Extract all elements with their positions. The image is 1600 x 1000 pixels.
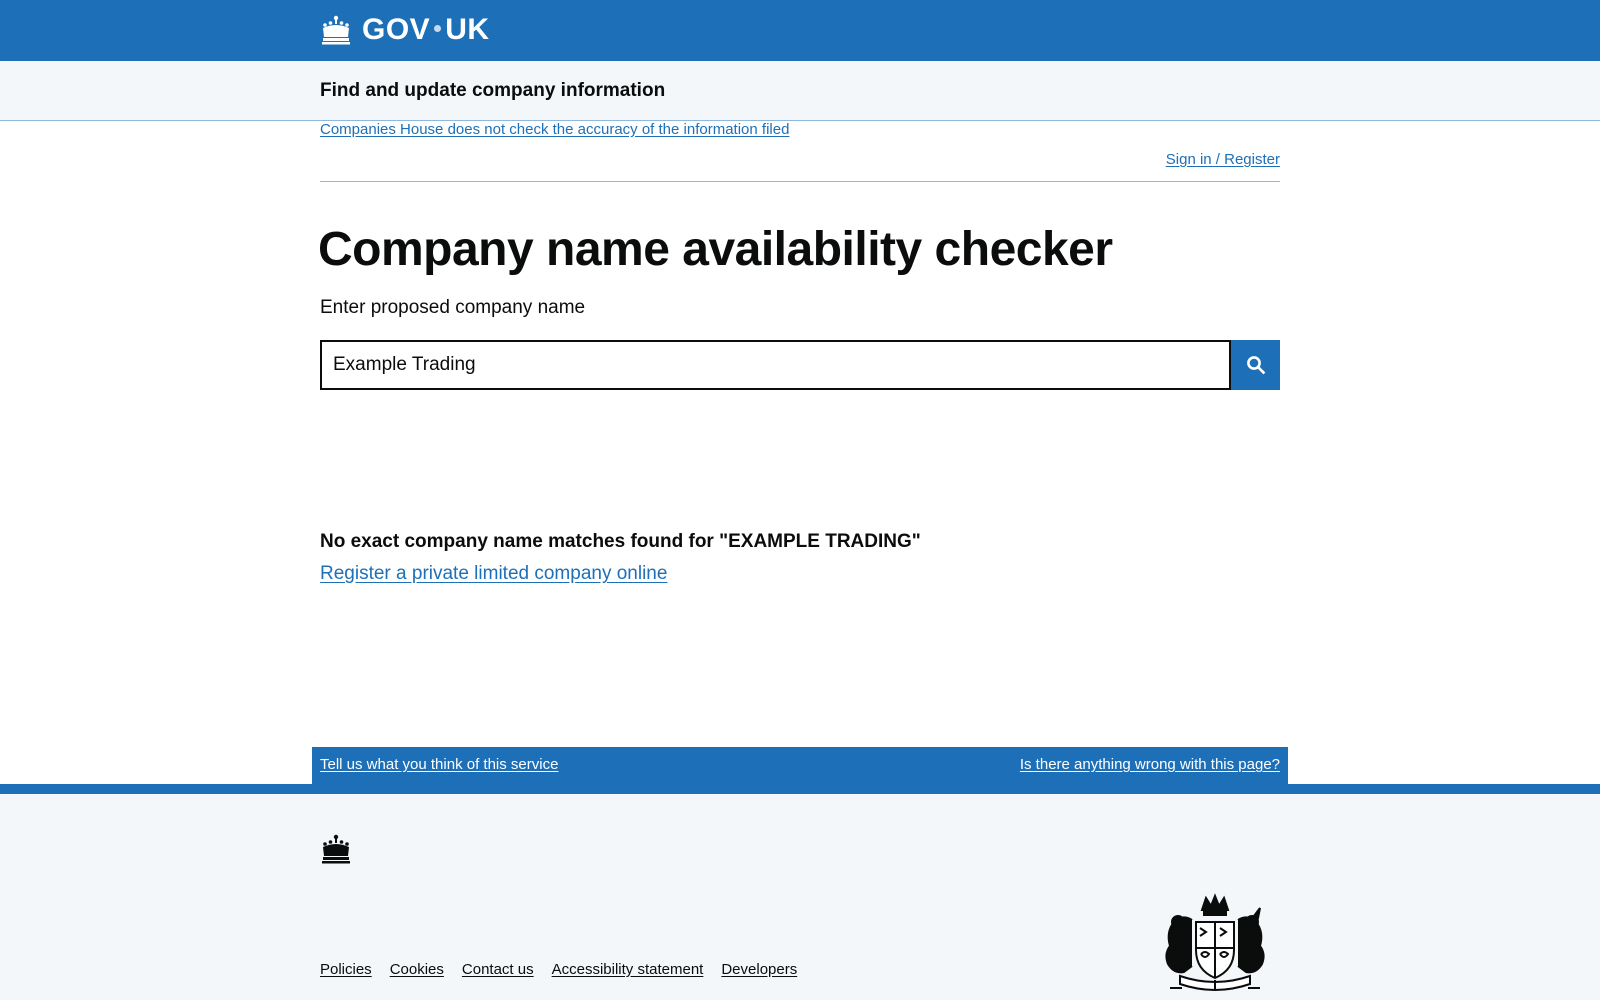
footer-links <box>320 961 797 978</box>
footer-link-developers[interactable]: Developers <box>721 961 798 978</box>
crown-icon <box>320 834 352 864</box>
register-company-link[interactable]: Register a private limited company online <box>320 563 668 584</box>
service-name-link[interactable]: Find and update company information <box>320 80 666 101</box>
footer <box>0 794 1600 1000</box>
footer-link-contact[interactable]: Contact us <box>461 961 534 978</box>
feedback-bar <box>312 747 1288 784</box>
govuk-header <box>0 0 1600 61</box>
search-form <box>320 340 1280 390</box>
page-title: Company name availability checker <box>318 223 1113 276</box>
crown-icon <box>320 15 352 45</box>
search-button[interactable] <box>1231 340 1280 390</box>
accuracy-disclaimer-link[interactable]: Companies House does not check the accuracy of the information filed <box>320 121 790 138</box>
royal-coat-of-arms-icon <box>1156 892 1274 996</box>
govuk-logo-text: GOV UK <box>362 13 490 46</box>
company-name-input[interactable] <box>320 340 1231 390</box>
govuk-logo-link[interactable] <box>320 11 490 49</box>
footer-link-cookies[interactable]: Cookies <box>389 961 444 978</box>
service-navigation <box>0 61 1600 121</box>
company-name-label: Enter proposed company name <box>320 297 586 318</box>
no-match-heading: No exact company name matches found for "EXAMPLE TRADING" <box>320 531 921 552</box>
sign-in-register-link[interactable]: Sign in / Register <box>1165 151 1280 168</box>
search-icon <box>1246 355 1266 375</box>
report-problem-link[interactable]: Is there anything wrong with this page? <box>1019 756 1280 773</box>
footer-link-policies[interactable]: Policies <box>320 961 372 978</box>
section-divider <box>320 181 1280 182</box>
footer-link-accessibility[interactable]: Accessibility statement <box>551 961 704 978</box>
service-feedback-link[interactable]: Tell us what you think of this service <box>320 756 559 773</box>
footer-top-stripe <box>0 784 1600 794</box>
